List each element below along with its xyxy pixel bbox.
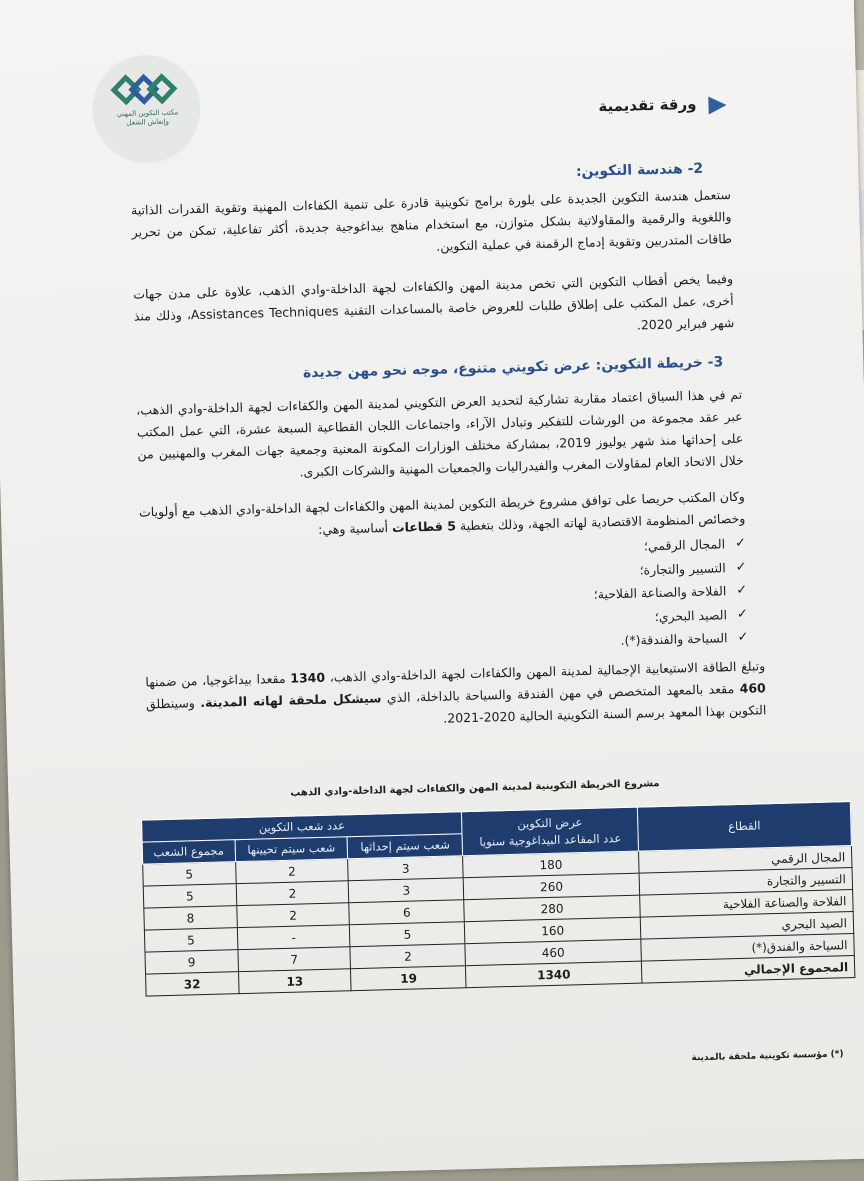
sector-list bbox=[592, 532, 749, 653]
cell-sector: المجموع الإجمالي bbox=[641, 956, 855, 984]
section-2-paragraph-1: ستعمل هندسة التكوين الجديدة على بلورة برامج تكوينية قادرة على تنمية الكفاءات المهنية وتقوية القدرات الذاتية واللغوية والرقمية والمقاولاتية بشكل متوازن، مع استخدام مناهج بيداغوجية جديدة، أكثر تفاعلية، تمكن من تحرير طاقات المتدربين وتقوية إدماج الرقمنة في عملية التكوين. bbox=[130, 186, 733, 254]
table-caption: مشروع الخريطة التكوينية لمدينة المهن والكفاءات لجهة الداخلة-وادي الذهب bbox=[290, 778, 660, 799]
header-offer-top: عرض التكوين bbox=[517, 814, 583, 831]
logo-mark-icon bbox=[109, 72, 182, 106]
cell-seats: 260 bbox=[463, 873, 639, 900]
list-item bbox=[595, 626, 749, 654]
cell-new: 3 bbox=[349, 878, 464, 903]
cell-updated: 2 bbox=[236, 881, 349, 906]
checkmark-icon: ✓ bbox=[736, 582, 748, 598]
paragraph-text: مقعدا بيداغوجيا، من ضمنها bbox=[145, 670, 291, 690]
cell-sector: السياحة والفندق(*) bbox=[641, 934, 855, 962]
cell-new: 2 bbox=[350, 944, 465, 969]
header-updated-branches: شعب سيتم تحيينها bbox=[235, 837, 348, 862]
logo-text-line: وإنعاش الشغل bbox=[126, 117, 170, 127]
cell-seats: 180 bbox=[463, 851, 639, 878]
cell-new: 6 bbox=[349, 900, 464, 925]
paragraph-text: وتبلغ الطاقة الاستيعابية الإجمالية لمدينة المهن والكفاءات لجهة الداخلة-وادي الذهب، bbox=[324, 658, 766, 685]
header-total-branches: مجموع الشعب bbox=[142, 840, 235, 864]
cell-updated: 13 bbox=[238, 969, 351, 994]
paragraph-text: وكان المكتب حريصا على توافق مشروع خريطة التكوين لمدينة المهن والكفاءات لجهة الداخلة-وادي الذهب مع أولويات وخصائص المنظومة الاقتصادية لهاته الجهة، وذلك بتغطية bbox=[138, 488, 746, 534]
header-offer-sub: عدد المقاعد البيداغوجية سنويا bbox=[479, 830, 622, 849]
cell-total: 9 bbox=[145, 950, 238, 974]
paragraph-bold: 1340 bbox=[290, 669, 326, 686]
section-2-paragraph-2: وفيما يخص أقطاب التكوين التي تخص مدينة المهن والكفاءات لجهة الداخلة-وادي الذهب، علاوة على مدن جهات أخرى، عمل المكتب على إطلاق طلبات للعروض خاصة بالمساعدات التقنية Assistances Techniques، وذلك منذ شهر فبراير 2020. bbox=[133, 270, 735, 333]
cell-sector: الفلاحة والصناعة الفلاحية bbox=[640, 890, 854, 918]
title-arrow-icon bbox=[708, 96, 726, 114]
paragraph-bold: 5 قطاعات bbox=[391, 518, 457, 535]
sector-label: الفلاحة والصناعة الفلاحية؛ bbox=[593, 583, 727, 602]
checkmark-icon: ✓ bbox=[736, 606, 749, 622]
header-sector: القطاع bbox=[637, 802, 851, 852]
document-title: ورقة تقديمية bbox=[598, 94, 697, 116]
cell-updated: 7 bbox=[238, 947, 351, 972]
cell-seats: 1340 bbox=[466, 961, 642, 988]
checkmark-icon: ✓ bbox=[734, 535, 747, 551]
cell-seats: 280 bbox=[464, 895, 640, 922]
cell-seats: 460 bbox=[465, 939, 641, 966]
section-2-heading: 2- هندسة التكوين: bbox=[575, 160, 704, 181]
sector-label: الصيد البحري؛ bbox=[654, 606, 728, 624]
cell-new: 19 bbox=[351, 966, 466, 991]
training-map-table bbox=[141, 801, 855, 997]
cell-total: 5 bbox=[143, 884, 236, 908]
logo-text bbox=[112, 108, 182, 128]
cell-sector: الصيد البحري bbox=[640, 912, 854, 940]
header-branches: عدد شعب التكوين bbox=[142, 812, 463, 842]
cell-updated: 2 bbox=[235, 859, 348, 884]
cell-updated: 2 bbox=[236, 903, 349, 928]
section-3-paragraph-1: تم في هذا السياق اعتماد مقاربة تشاركية لتحديد العرض التكويني لمدينة المهن والكفاءات لجهة الداخلة-وادي الذهب، عبر عقد مجموعة من الورشات للتفكير وتبادل الآراء، واجتماعات اللجان القطاعية السبعة عشرة، التي عمل المكتب على إحداثها منذ شهر يوليوز 2019، بمشاركة مختلف الوزارات المكونة المعنية وجمعية جهات المغرب والمهنيين من خلال الاتحاد العام لمقاولات المغرب والفيدراليات والجمعيات المهنية والشركات الكبرى. bbox=[136, 386, 744, 480]
paragraph-text: وسينطلق التكوين بهذا المعهد برسم السنة التكوينية الحالية 2020-2021. bbox=[145, 695, 767, 726]
paragraph-text: مقعد بالمعهد المتخصص في مهن الفندقة والسياحة بالداخلة، الذي bbox=[381, 680, 740, 706]
section-3-heading: 3- خريطة التكوين: عرض تكويني متنوع، موجه نحو مهن جديدة bbox=[302, 354, 724, 382]
table-footnote: (*) مؤسسة تكوينية ملحقة بالمدينة bbox=[691, 1049, 844, 1064]
cell-sector: التسيير والتجارة bbox=[639, 868, 853, 896]
logo-text-line: مكتب التكوين المهني bbox=[116, 108, 179, 119]
cell-total: 8 bbox=[144, 906, 237, 930]
cell-new: 5 bbox=[350, 922, 465, 947]
cell-total: 5 bbox=[143, 862, 236, 886]
paragraph-bold: سيشكل ملحقة لهاته المدينة. bbox=[200, 690, 382, 711]
checkmark-icon: ✓ bbox=[737, 629, 749, 645]
sector-label: السياحة والفندقة(*). bbox=[620, 630, 728, 649]
sector-label: المجال الرقمي؛ bbox=[643, 536, 726, 554]
capacity-paragraph bbox=[145, 655, 767, 737]
checkmark-icon: ✓ bbox=[735, 559, 747, 575]
cell-total: 32 bbox=[146, 972, 239, 996]
cell-updated: - bbox=[237, 925, 350, 950]
cell-sector: المجال الرقمي bbox=[638, 846, 852, 874]
paragraph-bold: 460 bbox=[739, 680, 766, 696]
header-new-branches: شعب سيتم إحداثها bbox=[347, 834, 462, 859]
cell-new: 3 bbox=[348, 856, 463, 881]
cell-total: 5 bbox=[144, 928, 237, 952]
sector-label: التسيير والتجارة؛ bbox=[639, 559, 726, 577]
ofppt-logo bbox=[91, 54, 202, 165]
header-offer bbox=[462, 807, 639, 856]
paragraph-text: أساسية وهي: bbox=[317, 519, 393, 537]
cell-seats: 160 bbox=[465, 917, 641, 944]
